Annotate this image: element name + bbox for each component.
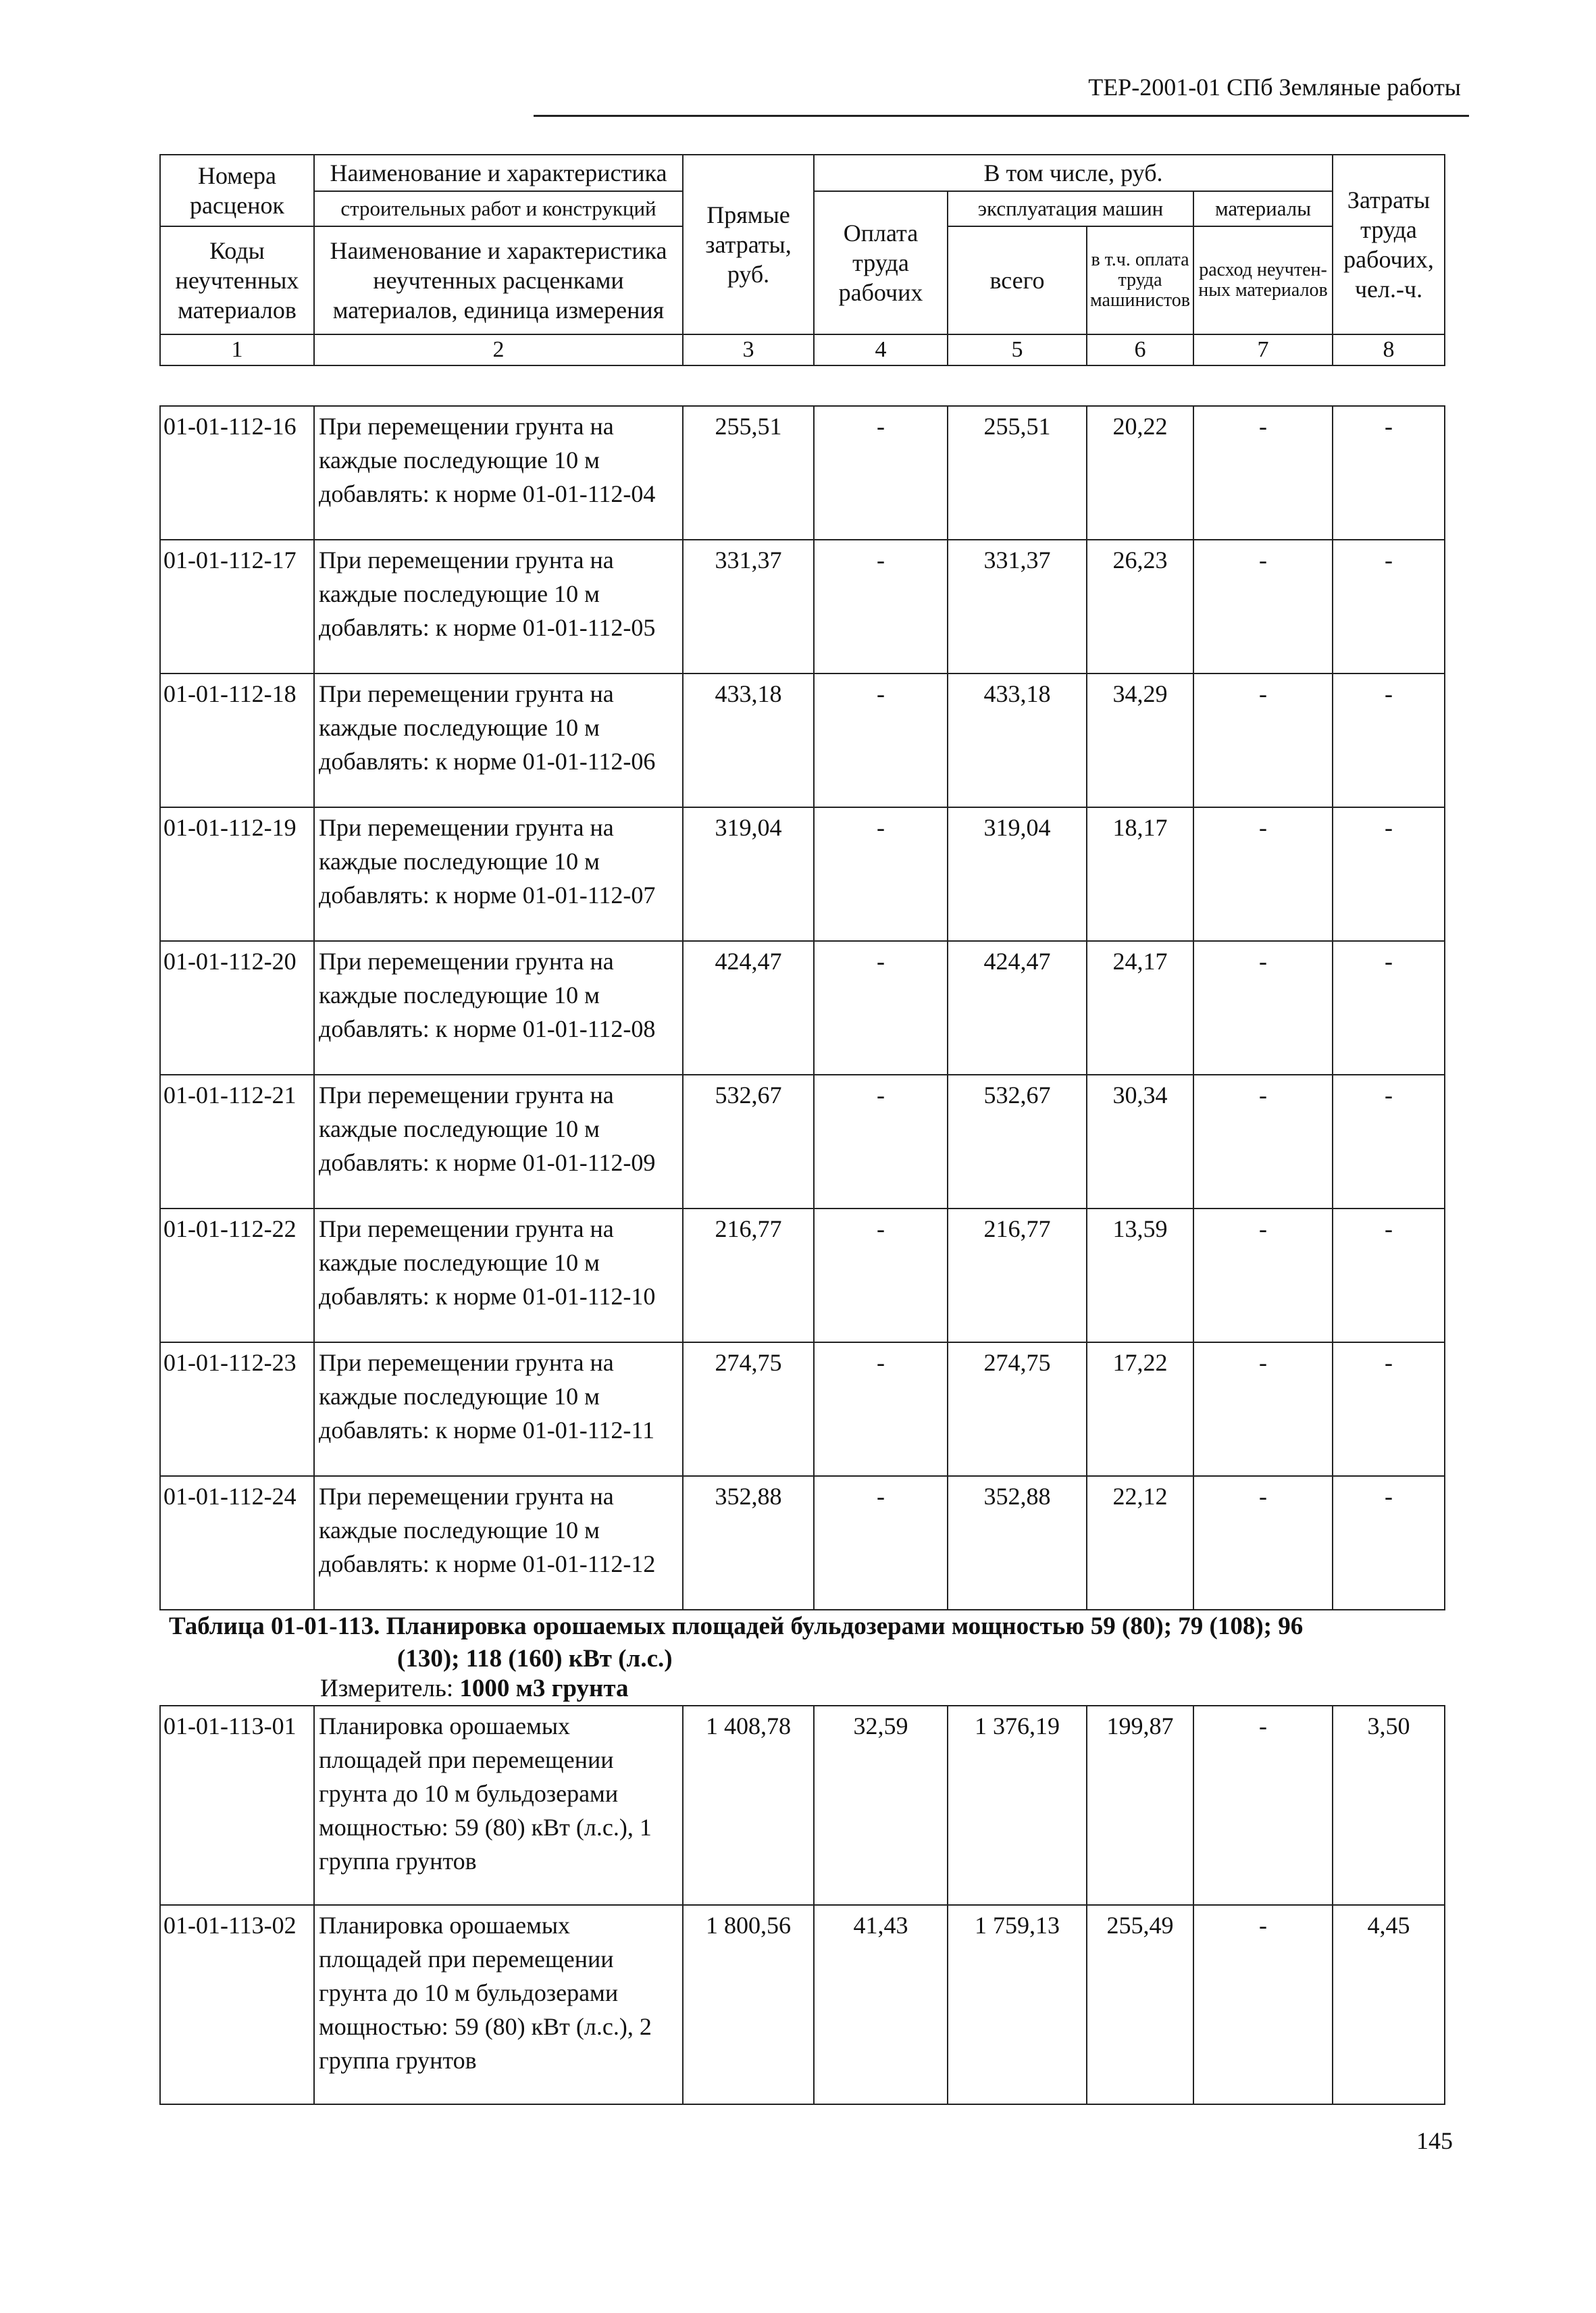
col-number-1: 1 [160, 334, 314, 365]
direct-cost: 424,47 [683, 941, 814, 1075]
direct-cost: 1 408,78 [683, 1706, 814, 1905]
rate-code: 01-01-113-01 [160, 1706, 314, 1905]
machines-total: 255,51 [948, 406, 1087, 540]
rate-code: 01-01-112-16 [160, 406, 314, 540]
materials-cost: - [1193, 1075, 1333, 1209]
measure-unit [320, 1674, 628, 1703]
rate-name: При перемещении грунта на каждые последующие 10 м добавлять: к норме 01-01-112-12 [314, 1476, 683, 1610]
rate-name: При перемещении грунта на каждые последующие 10 м добавлять: к норме 01-01-112-09 [314, 1075, 683, 1209]
col-header-machinists-pay: в т.ч. оплата труда машинистов [1087, 226, 1193, 334]
direct-cost: 433,18 [683, 673, 814, 807]
rate-code: 01-01-112-18 [160, 673, 314, 807]
machines-total: 433,18 [948, 673, 1087, 807]
direct-cost: 319,04 [683, 807, 814, 941]
machines-total: 532,67 [948, 1075, 1087, 1209]
machinists-pay: 20,22 [1087, 406, 1193, 540]
rate-code: 01-01-112-24 [160, 1476, 314, 1610]
col-header-machines: эксплуатация машин [948, 191, 1193, 226]
machinists-pay: 34,29 [1087, 673, 1193, 807]
header-divider [534, 115, 1469, 117]
col-number-3: 3 [683, 334, 814, 365]
col-number-6: 6 [1087, 334, 1193, 365]
rate-name: При перемещении грунта на каждые последующие 10 м добавлять: к норме 01-01-112-06 [314, 673, 683, 807]
col-header-unaccounted-materials: расход неучтен-ных материалов [1193, 226, 1333, 334]
machinists-pay: 22,12 [1087, 1476, 1193, 1610]
labor-pay: 32,59 [814, 1706, 948, 1905]
machinists-pay: 13,59 [1087, 1209, 1193, 1342]
labor-hours: - [1333, 807, 1445, 941]
labor-hours: - [1333, 673, 1445, 807]
labor-pay: - [814, 807, 948, 941]
direct-cost: 352,88 [683, 1476, 814, 1610]
rates-table-113 [159, 1705, 1445, 2105]
rate-name: При перемещении грунта на каждые последующие 10 м добавлять: к норме 01-01-112-08 [314, 941, 683, 1075]
col-header-materials: материалы [1193, 191, 1333, 226]
materials-cost: - [1193, 1905, 1333, 2104]
page-number: 145 [1416, 2127, 1453, 2154]
table-caption [169, 1610, 1439, 1675]
labor-pay: 41,43 [814, 1905, 948, 2104]
labor-hours: - [1333, 540, 1445, 673]
rate-code: 01-01-112-23 [160, 1342, 314, 1476]
machines-total: 1 759,13 [948, 1905, 1087, 2104]
labor-hours: 3,50 [1333, 1706, 1445, 1905]
direct-cost: 274,75 [683, 1342, 814, 1476]
col-header-work-name: Наименование и характеристика [314, 155, 683, 191]
labor-pay: - [814, 1075, 948, 1209]
table-row [160, 406, 1445, 540]
machines-total: 319,04 [948, 807, 1087, 941]
labor-hours: - [1333, 941, 1445, 1075]
labor-pay: - [814, 540, 948, 673]
table-row [160, 941, 1445, 1075]
col-header-including: В том числе, руб. [814, 155, 1333, 191]
machinists-pay: 18,17 [1087, 807, 1193, 941]
col-number-2: 2 [314, 334, 683, 365]
col-header-labor-pay: Оплата труда рабочих [814, 191, 948, 334]
machines-total: 216,77 [948, 1209, 1087, 1342]
labor-hours: - [1333, 1476, 1445, 1610]
rate-name: Планировка орошаемых площадей при перемещении грунта до 10 м бульдозерами мощностью: 59 (80) кВт (л.с.), 2 группа грунтов [314, 1905, 683, 2104]
col-header-material-codes: Коды неучтенных материалов [160, 226, 314, 334]
col-header-material-names: Наименование и характеристика неучтенных расценками материалов, единица измерения [314, 226, 683, 334]
table-row [160, 1075, 1445, 1209]
machines-total: 331,37 [948, 540, 1087, 673]
rates-table-112 [159, 405, 1445, 1610]
rate-name: Планировка орошаемых площадей при перемещении грунта до 10 м бульдозерами мощностью: 59 (80) кВт (л.с.), 1 группа грунтов [314, 1706, 683, 1905]
col-header-labor-hours: Затраты труда рабочих, чел.-ч. [1333, 155, 1445, 334]
labor-pay: - [814, 1476, 948, 1610]
direct-cost: 532,67 [683, 1075, 814, 1209]
materials-cost: - [1193, 941, 1333, 1075]
labor-hours: - [1333, 1342, 1445, 1476]
machinists-pay: 26,23 [1087, 540, 1193, 673]
labor-hours: - [1333, 1075, 1445, 1209]
table-header [159, 154, 1445, 366]
col-number-5: 5 [948, 334, 1087, 365]
table-row [160, 673, 1445, 807]
materials-cost: - [1193, 673, 1333, 807]
table-row [160, 1706, 1445, 1905]
table-row [160, 807, 1445, 941]
rate-code: 01-01-112-19 [160, 807, 314, 941]
machinists-pay: 17,22 [1087, 1342, 1193, 1476]
col-number-7: 7 [1193, 334, 1333, 365]
labor-pay: - [814, 1209, 948, 1342]
rate-code: 01-01-113-02 [160, 1905, 314, 2104]
machinists-pay: 24,17 [1087, 941, 1193, 1075]
materials-cost: - [1193, 807, 1333, 941]
table-row [160, 1342, 1445, 1476]
measure-value: 1000 м3 грунта [459, 1675, 629, 1702]
labor-hours: - [1333, 406, 1445, 540]
machinists-pay: 30,34 [1087, 1075, 1193, 1209]
labor-pay: - [814, 941, 948, 1075]
table-row [160, 1476, 1445, 1610]
labor-pay: - [814, 406, 948, 540]
materials-cost: - [1193, 1706, 1333, 1905]
labor-pay: - [814, 1342, 948, 1476]
table-row [160, 540, 1445, 673]
table-row [160, 1209, 1445, 1342]
col-header-work-subtitle: строительных работ и конструкций [314, 191, 683, 226]
materials-cost: - [1193, 540, 1333, 673]
direct-cost: 255,51 [683, 406, 814, 540]
table-caption-line1: Таблица 01-01-113. Планировка орошаемых площадей бульдозерами мощностью 59 (80); 79 (108); 96 [169, 1612, 1304, 1640]
labor-hours: 4,45 [1333, 1905, 1445, 2104]
page-header-title: ТЕР-2001-01 СПб Земляные работы [1088, 74, 1461, 101]
machines-total: 274,75 [948, 1342, 1087, 1476]
machinists-pay: 199,87 [1087, 1706, 1193, 1905]
machines-total: 424,47 [948, 941, 1087, 1075]
rate-name: При перемещении грунта на каждые последующие 10 м добавлять: к норме 01-01-112-04 [314, 406, 683, 540]
materials-cost: - [1193, 1209, 1333, 1342]
rate-name: При перемещении грунта на каждые последующие 10 м добавлять: к норме 01-01-112-05 [314, 540, 683, 673]
machines-total: 352,88 [948, 1476, 1087, 1610]
labor-pay: - [814, 673, 948, 807]
rate-code: 01-01-112-21 [160, 1075, 314, 1209]
col-header-rate-numbers: Номера расценок [160, 155, 314, 226]
col-number-4: 4 [814, 334, 948, 365]
col-header-machines-total: всего [948, 226, 1087, 334]
direct-cost: 331,37 [683, 540, 814, 673]
materials-cost: - [1193, 406, 1333, 540]
col-number-8: 8 [1333, 334, 1445, 365]
rate-name: При перемещении грунта на каждые последующие 10 м добавлять: к норме 01-01-112-10 [314, 1209, 683, 1342]
materials-cost: - [1193, 1476, 1333, 1610]
machines-total: 1 376,19 [948, 1706, 1087, 1905]
table-row [160, 1905, 1445, 2104]
materials-cost: - [1193, 1342, 1333, 1476]
rate-name: При перемещении грунта на каждые последующие 10 м добавлять: к норме 01-01-112-11 [314, 1342, 683, 1476]
direct-cost: 216,77 [683, 1209, 814, 1342]
labor-hours: - [1333, 1209, 1445, 1342]
rate-code: 01-01-112-17 [160, 540, 314, 673]
rate-code: 01-01-112-22 [160, 1209, 314, 1342]
measure-label: Измеритель: [320, 1675, 460, 1702]
table-caption-line2: (130); 118 (160) кВт (л.с.) [397, 1645, 673, 1673]
rate-code: 01-01-112-20 [160, 941, 314, 1075]
col-header-direct-costs: Прямые затраты, руб. [683, 155, 814, 334]
direct-cost: 1 800,56 [683, 1905, 814, 2104]
machinists-pay: 255,49 [1087, 1905, 1193, 2104]
rate-name: При перемещении грунта на каждые последующие 10 м добавлять: к норме 01-01-112-07 [314, 807, 683, 941]
